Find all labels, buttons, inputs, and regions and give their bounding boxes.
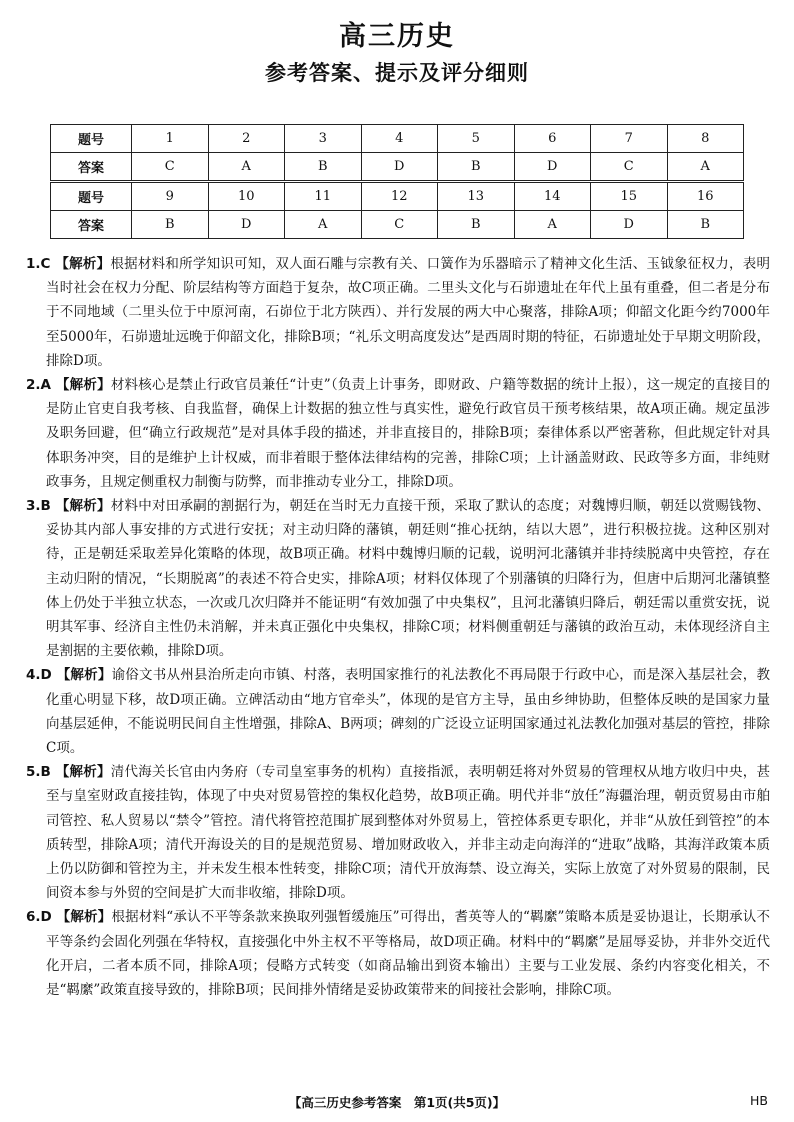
explanation-text: 根据材料和所学知识可知，双人面石雕与宗教有关、口簧作为乐器暗示了精神文化生活、玉钺象征权力，表明当时社会在权力分配、阶层结构等方面趋于复杂，故C项正确。二里头文化与石峁遗址在年代上虽有重叠，但二者是分布于不同地域（二里头位于中原河南，石峁位于北方陕西）、并行发展的两大中心聚落，排除A项；仰韶文化距今约7000年至5000年，石峁遗址远晚于仰韶文化，排除B项；“礼乐文明高度发达”是西周时期的特征，石峁遗址处于早期文明阶段，排除D项。: [46, 256, 771, 369]
explanation-item: [26, 663, 770, 760]
answer-letter: D: [40, 667, 52, 684]
analysis-label: 【解析】: [55, 256, 111, 272]
row-label: 题号: [51, 125, 132, 153]
page-title: 高三历史: [339, 21, 455, 52]
row-label: 答案: [51, 153, 132, 182]
table-cell: A: [514, 211, 591, 239]
explanation-label: [26, 764, 111, 780]
explanation-item: [26, 760, 770, 905]
question-number: 6.: [26, 909, 41, 926]
table-cell: 15: [591, 182, 668, 211]
table-cell: B: [438, 211, 515, 239]
page-code: HB: [750, 1093, 768, 1108]
answer-letter: C: [40, 256, 51, 272]
question-number: 3.: [26, 498, 41, 515]
table-cell: 8: [667, 125, 744, 153]
table-row: [51, 153, 744, 182]
question-number: 4.: [26, 667, 41, 684]
explanation-item: [26, 905, 770, 1002]
analysis-label: 【解析】: [55, 498, 111, 515]
explanation-text: 材料中对田承嗣的割据行为，朝廷在当时无力直接干预，采取了默认的态度；对魏博归顺，朝廷以赏赐钱物、妥协其内部人事安排的方式进行安抚；对主动归降的藩镇，朝廷则“推心抚纳，结以大恩”，进行积极拉拢。这种区别对待，正是朝廷采取差异化策略的体现，故B项正确。材料中魏博归顺的记载，说明河北藩镇并非持续脱离中央管控，存在主动归附的情况，“长期脱离”的表述不符合史实，排除A项；材料仅体现了个别藩镇的归降行为，但唐中后期河北藩镇整体上仍处于半独立状态，一次或几次归降并不能证明“有效加强了中央集权”，且河北藩镇归降后，朝廷需以重赏安抚，说明其军事、经济自主性仍未消解，并未真正强化中央集权，排除C项；材料侧重朝廷与藩镇的政治互动，未体现经济自主是割据的主要依赖，排除D项。: [46, 498, 771, 660]
table-cell: C: [591, 153, 668, 182]
table-cell: D: [208, 211, 285, 239]
table-row: [51, 125, 744, 153]
table-cell: A: [667, 153, 744, 182]
explanation-label: [26, 667, 112, 683]
explanation-label: [26, 909, 111, 925]
explanation-list: [26, 252, 770, 1002]
table-cell: 10: [208, 182, 285, 211]
table-cell: 13: [438, 182, 515, 211]
question-number: 5.: [26, 764, 41, 781]
answer-letter: B: [40, 764, 51, 781]
table-cell: 3: [285, 125, 362, 153]
analysis-label: 【解析】: [55, 377, 111, 394]
analysis-label: 【解析】: [56, 667, 112, 684]
table-cell: 2: [208, 125, 285, 153]
table-cell: B: [285, 153, 362, 182]
question-number: 2.: [26, 377, 41, 394]
table-cell: 11: [285, 182, 362, 211]
table-cell: C: [132, 153, 209, 182]
question-number: 1.: [26, 256, 41, 272]
table-cell: 9: [132, 182, 209, 211]
analysis-label: 【解析】: [56, 909, 112, 926]
table-cell: C: [361, 211, 438, 239]
explanation-item: [26, 494, 770, 663]
table-cell: 16: [667, 182, 744, 211]
explanation-item: [26, 252, 770, 373]
explanation-item: [26, 373, 770, 494]
table-cell: 5: [438, 125, 515, 153]
explanation-text: 根据材料“承认不平等条款来换取列强暂缓施压”可得出，耆英等人的“羁縻”策略本质是妥协退让，长期承认不平等条约会固化列强在华特权，直接强化中外主权不平等格局，故D项正确。材料中的“羁縻”是屈辱妥协，并非外交近代化开启，二者本质不同，排除A项；侵略方式转变（如商品输出到资本输出）主要与工业发展、条约内容变化相关，不是“羁縻”政策直接导致的，排除B项；民间排外情绪是妥协政策带来的间接社会影响，排除C项。: [46, 909, 770, 999]
table-cell: D: [514, 153, 591, 182]
explanation-label: [26, 256, 110, 272]
row-label: 题号: [51, 182, 132, 211]
answer-table: [50, 124, 744, 239]
table-cell: 6: [514, 125, 591, 153]
table-cell: B: [438, 153, 515, 182]
table-cell: B: [667, 211, 744, 239]
table-cell: 14: [514, 182, 591, 211]
explanation-label: [26, 498, 111, 514]
answer-letter: D: [40, 909, 52, 926]
table-cell: 7: [591, 125, 668, 153]
table-row: [51, 211, 744, 239]
table-cell: A: [208, 153, 285, 182]
table-cell: D: [361, 153, 438, 182]
answer-letter: B: [40, 498, 51, 515]
table-cell: 4: [361, 125, 438, 153]
analysis-label: 【解析】: [55, 764, 111, 781]
explanation-text: 材料核心是禁止行政官员兼任“计吏”（负责上计事务，即财政、户籍等数据的统计上报），这一规定的直接目的是防止官吏自我考核、自我监督，确保上计数据的独立性与真实性，避免行政官员干预考核结果，故A项正确。规定虽涉及职务回避，但“确立行政规范”是对具体手段的描述，并非直接目的，排除B项；秦律体系以严密著称，但此规定针对具体职务冲突，目的是维护上计权威，而非着眼于整体法律结构的完善，排除C项；上计涵盖财政、民政等多方面，非纯财政事务，且规定侧重权力制衡与防弊，而非推动专业分工，排除D项。: [46, 377, 771, 490]
page-footer: 【高三历史参考答案 第1页(共5页)】: [288, 1095, 506, 1110]
page-subtitle: 参考答案、提示及评分细则: [265, 61, 529, 85]
row-label: 答案: [51, 211, 132, 239]
answer-letter: A: [40, 377, 51, 394]
explanation-text: 清代海关长官由内务府（专司皇室事务的机构）直接指派，表明朝廷将对外贸易的管理权从地方收归中央，甚至与皇室财政直接挂钩，体现了中央对贸易管控的集权化趋势，故B项正确。明代并非“放任”海疆治理，朝贡贸易由市舶司管控、私人贸易以“禁令”管控。清代将管控范围扩展到整体对外贸易上，管控体系更专职化，并非“从放任到管控”的本质转型，排除A项；清代开海设关的目的是规范贸易、增加财政收入，并非主动走向海洋的“进取”战略，其海洋政策本质上仍以防御和管控为主，并未发生根本性转变，排除C项；清代开放海禁、设立海关，实际上放宽了对外贸易的限制，民间资本参与外贸的空间是扩大而非收缩，排除D项。: [46, 764, 771, 902]
explanation-text: 谕俗文书从州县治所走向市镇、村落，表明国家推行的礼法教化不再局限于行政中心，而是深入基层社会，教化重心明显下移，故D项正确。立碑活动由“地方官牵头”，体现的是官方主导，虽由乡绅协助，但整体反映的是国家力量向基层延伸，不能说明民间自主性增强，排除A、B两项；碑刻的广泛设立证明国家通过礼法教化加强对基层的管控，排除C项。: [46, 667, 771, 757]
table-cell: 1: [132, 125, 209, 153]
table-cell: 12: [361, 182, 438, 211]
table-cell: D: [591, 211, 668, 239]
explanation-label: [26, 377, 111, 393]
table-cell: A: [285, 211, 362, 239]
table-row: [51, 182, 744, 211]
table-cell: B: [132, 211, 209, 239]
